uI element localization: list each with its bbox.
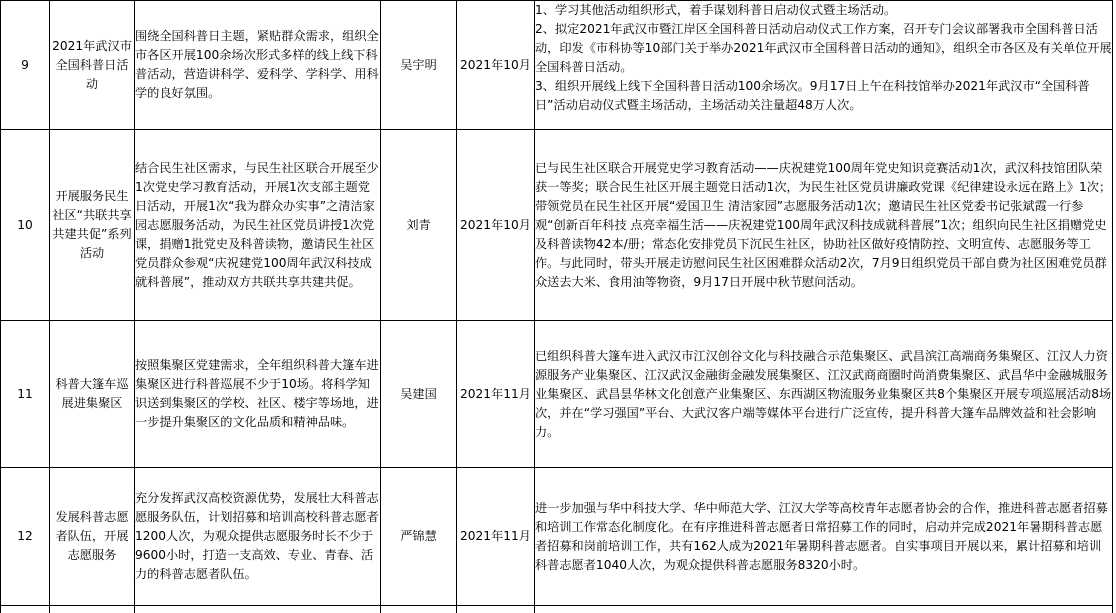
project-name-cell: 开展服务民生社区“共联共享共建共促”系列活动 xyxy=(50,130,135,321)
responsible-person-cell: 刘青 xyxy=(381,130,457,321)
empty-cell xyxy=(135,606,381,613)
table-row xyxy=(1,606,1113,613)
row-number-cell: 10 xyxy=(1,130,50,321)
project-description-cell: 结合民生社区需求，与民生社区联合开展至少1次党史学习教育活动，开展1次支部主题党日活动，开展1次“我为群众办实事”之清洁家园志愿服务活动，为民生社区党员讲授1次党课，捐赠1批党史及科普读物，邀请民生社区党员群众参观“庆祝建党100周年武汉科技成就科普展”，推动双方共联共享共建共促。 xyxy=(135,130,381,321)
table-row xyxy=(1,468,1113,606)
project-description-cell: 围绕全国科普日主题，紧贴群众需求，组织全市各区开展100余场次形式多样的线上线下科普活动，营造讲科学、爱科学、学科学、用科学的良好氛围。 xyxy=(135,1,381,130)
progress-line: 3、组织开展线上线下全国科普日活动100余场次。9月17日上午在科技馆举办2021年武汉市“全国科普日”活动启动仪式暨主场活动，主场活动关注量超48万人次。 xyxy=(535,79,1090,112)
row-number-cell: 9 xyxy=(1,1,50,130)
completion-date-cell: 2021年11月 xyxy=(457,468,535,606)
project-description-cell: 充分发挥武汉高校资源优势，发展壮大科普志愿服务队伍，计划招募和培训高校科普志愿者1200人次，为观众提供志愿服务时长不少于9600小时，打造一支高效、专业、青春、活力的科普志愿者队伍。 xyxy=(135,468,381,606)
completion-date-cell: 2021年11月 xyxy=(457,321,535,468)
responsible-person-cell: 严锦慧 xyxy=(381,468,457,606)
empty-cell xyxy=(50,606,135,613)
project-name-cell: 发展科普志愿者队伍，开展志愿服务 xyxy=(50,468,135,606)
progress-cell xyxy=(535,1,1113,130)
completion-date-cell: 2021年10月 xyxy=(457,130,535,321)
progress-line: 2、拟定2021年武汉市暨江岸区全国科普日活动启动仪式工作方案，召开专门会议部署我市全国科普日活动，印发《市科协等10部门关于举办2021年武汉市全国科普日活动的通知》，组织全市各区及有关单位开展全国科普日活动。 xyxy=(535,22,1112,74)
project-name-cell: 科普大篷车巡展进集聚区 xyxy=(50,321,135,468)
progress-line: 1、学习其他活动组织形式，着手谋划科普日启动仪式暨主场活动。 xyxy=(535,3,897,17)
completion-date-cell: 2021年10月 xyxy=(457,1,535,130)
responsible-person-cell: 吴宇明 xyxy=(381,1,457,130)
project-name-cell: 2021年武汉市全国科普日活动 xyxy=(50,1,135,130)
row-number-cell: 11 xyxy=(1,321,50,468)
empty-cell xyxy=(535,606,1113,613)
empty-cell xyxy=(457,606,535,613)
empty-cell xyxy=(381,606,457,613)
project-description-cell: 按照集聚区党建需求，全年组织科普大篷车进集聚区进行科普巡展不少于10场。将科学知识送到集聚区的学校、社区、楼宇等场地，进一步提升集聚区的文化品质和精神品味。 xyxy=(135,321,381,468)
table-row xyxy=(1,130,1113,321)
progress-cell: 进一步加强与华中科技大学、华中师范大学、江汉大学等高校青年志愿者协会的合作，推进科普志愿者招募和培训工作常态化制度化。在有序推进科普志愿者日常招募工作的同时，启动并完成2021年暑期科普志愿者招募和岗前培训工作，共有162人成为2021年暑期科普志愿者。自实事项目开展以来，累计招募和培训科普志愿者1040人次，为观众提供科普志愿服务8320小时。 xyxy=(535,468,1113,606)
progress-cell: 已组织科普大篷车进入武汉市江汉创谷文化与科技融合示范集聚区、武昌滨江高端商务集聚区、江汉人力资源服务产业集聚区、江汉武汉金融街金融发展集聚区、江汉武商商圈时尚消费集聚区、武昌华中金融城服务业集聚区、武昌昙华林文化创意产业集聚区、东西湖区物流服务业集聚区共8个集聚区开展专项巡展活动8场次，并在“学习强国”平台、大武汉客户端等媒体平台进行广泛宣传，提升科普大篷车品牌效益和社会影响力。 xyxy=(535,321,1113,468)
table-row xyxy=(1,321,1113,468)
progress-cell: 已与民生社区联合开展党史学习教育活动——庆祝建党100周年党史知识竞赛活动1次，武汉科技馆团队荣获一等奖；联合民生社区开展主题党日活动1次，为民生社区党员讲廉政党课《纪律建设永远在路上》1次；带领党员在民生社区开展“爱国卫生 清洁家园”志愿服务活动1次；邀请民生社区党委书记张斌霞一行参观“创新百年科技 点亮幸福生活——庆祝建党100周年武汉科技成就科普展”1次；组织向民生社区捐赠党史及科普读物42本/册；常态化安排党员下沉民生社区，协助社区做好疫情防控、文明宣传、志愿服务等工作。与此同时，带头开展走访慰问民生社区困难群众活动2次，7月9日组织党员干部自费为社区困难党员群众送去大米、食用油等物资，9月17日开展中秋节慰问活动。 xyxy=(535,130,1113,321)
responsible-person-cell: 吴建国 xyxy=(381,321,457,468)
row-number-cell: 12 xyxy=(1,468,50,606)
table-row xyxy=(1,1,1113,130)
empty-cell xyxy=(1,606,50,613)
